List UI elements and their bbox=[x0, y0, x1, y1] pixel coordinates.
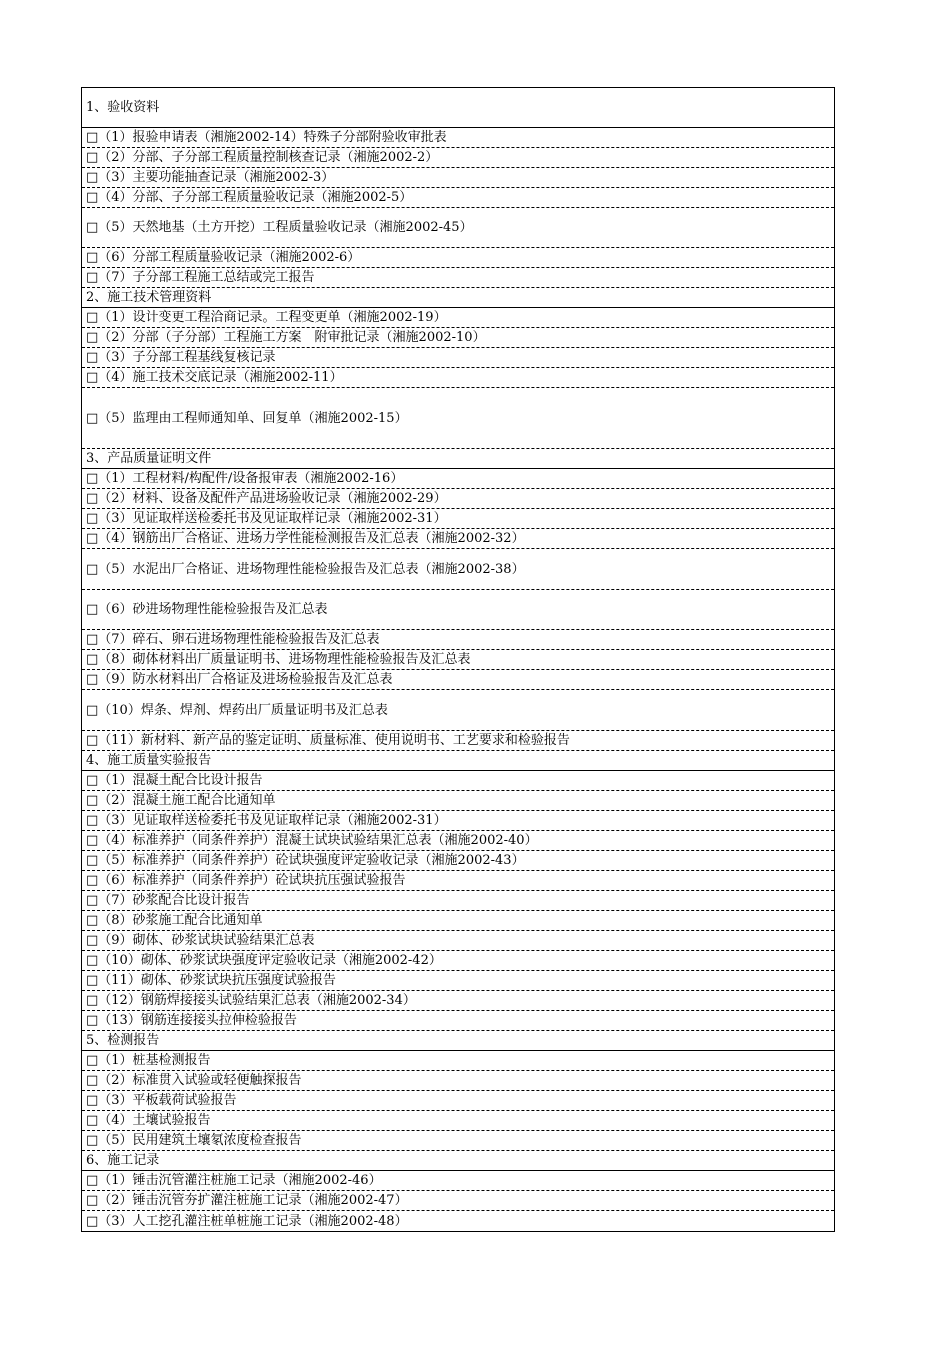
checklist-item-label: □（3）人工挖孔灌注桩单桩施工记录（湘施2002-48） bbox=[86, 1213, 408, 1229]
checklist-item[interactable] bbox=[82, 1191, 834, 1211]
checklist-item[interactable] bbox=[82, 931, 834, 951]
checklist-item[interactable] bbox=[82, 1171, 834, 1191]
checklist-item-label: □（5）民用建筑土壤氡浓度检查报告 bbox=[86, 1133, 302, 1148]
checklist-item-label: □（3）子分部工程基线复核记录 bbox=[86, 350, 276, 365]
checklist-item-label: □（6）砂进场物理性能检验报告及汇总表 bbox=[86, 602, 328, 617]
checklist-item-label: □（3）主要功能抽查记录（湘施2002-3） bbox=[86, 170, 335, 185]
checklist-item[interactable] bbox=[82, 670, 834, 690]
checklist-item[interactable] bbox=[82, 168, 834, 188]
checklist-item-label: □（9）防水材料出厂合格证及进场检验报告及汇总表 bbox=[86, 672, 393, 687]
checklist-item[interactable] bbox=[82, 208, 834, 248]
checklist-item-label: □（4）分部、子分部工程质量验收记录（湘施2002-5） bbox=[86, 190, 413, 205]
checklist-item[interactable] bbox=[82, 348, 834, 368]
checklist-item[interactable] bbox=[82, 1011, 834, 1031]
section-heading bbox=[82, 1031, 834, 1051]
checklist-item[interactable] bbox=[82, 529, 834, 549]
checklist-item[interactable] bbox=[82, 851, 834, 871]
checklist-item[interactable] bbox=[82, 268, 834, 288]
checklist-item-label: □（4）钢筋出厂合格证、进场力学性能检测报告及汇总表（湘施2002-32） bbox=[86, 531, 525, 546]
checklist-item-label: □（11）砌体、砂浆试块抗压强度试验报告 bbox=[86, 973, 336, 988]
checklist-item[interactable] bbox=[82, 469, 834, 489]
checklist-item[interactable] bbox=[82, 549, 834, 590]
checklist-item-label: □（4）施工技术交底记录（湘施2002-11） bbox=[86, 370, 343, 385]
checklist-item-label: □（11）新材料、新产品的鉴定证明、质量标准、使用说明书、工艺要求和检验报告 bbox=[86, 733, 570, 748]
checklist-item-label: □（4）标准养护（同条件养护）混凝土试块试验结果汇总表（湘施2002-40） bbox=[86, 833, 538, 848]
checklist-item-label: □（3）见证取样送检委托书及见证取样记录（湘施2002-31） bbox=[86, 511, 447, 526]
checklist-item-label: □（2）标准贯入试验或轻便触探报告 bbox=[86, 1073, 302, 1088]
checklist-item-label: □（10）砌体、砂浆试块强度评定验收记录（湘施2002-42） bbox=[86, 953, 442, 968]
section-heading-label: 1、验收资料 bbox=[86, 100, 160, 115]
section-heading-label: 3、产品质量证明文件 bbox=[86, 451, 212, 466]
checklist-item[interactable] bbox=[82, 489, 834, 509]
checklist-item[interactable] bbox=[82, 388, 834, 449]
checklist-item-label: □（3）平板载荷试验报告 bbox=[86, 1093, 237, 1108]
checklist-item-label: □（5）天然地基（土方开挖）工程质量验收记录（湘施2002-45） bbox=[86, 220, 473, 235]
checklist-item-label: □（6）分部工程质量验收记录（湘施2002-6） bbox=[86, 250, 361, 265]
checklist-table bbox=[81, 87, 835, 1232]
checklist-item-label: □（2）材料、设备及配件产品进场验收记录（湘施2002-29） bbox=[86, 491, 447, 506]
checklist-item-label: □（5）监理由工程师通知单、回复单（湘施2002-15） bbox=[86, 410, 408, 426]
checklist-item[interactable] bbox=[82, 871, 834, 891]
checklist-item[interactable] bbox=[82, 1071, 834, 1091]
checklist-item-label: □（10）焊条、焊剂、焊药出厂质量证明书及汇总表 bbox=[86, 702, 388, 718]
checklist-item-label: □（8）砂浆施工配合比通知单 bbox=[86, 913, 263, 928]
checklist-item-label: □（1）设计变更工程洽商记录。工程变更单（湘施2002-19） bbox=[86, 310, 447, 325]
checklist-item[interactable] bbox=[82, 650, 834, 670]
checklist-item[interactable] bbox=[82, 690, 834, 731]
checklist-item[interactable] bbox=[82, 951, 834, 971]
checklist-item-label: □（8）砌体材料出厂质量证明书、进场物理性能检验报告及汇总表 bbox=[86, 652, 471, 667]
checklist-item[interactable] bbox=[82, 1211, 834, 1231]
checklist-item-label: □（1）混凝土配合比设计报告 bbox=[86, 773, 263, 788]
section-heading bbox=[82, 1151, 834, 1171]
checklist-item-label: □（1）锤击沉管灌注桩施工记录（湘施2002-46） bbox=[86, 1173, 382, 1188]
checklist-item[interactable] bbox=[82, 509, 834, 529]
checklist-item[interactable] bbox=[82, 971, 834, 991]
checklist-item[interactable] bbox=[82, 1111, 834, 1131]
checklist-item-label: □（5）水泥出厂合格证、进场物理性能检验报告及汇总表（湘施2002-38） bbox=[86, 561, 525, 577]
checklist-item-label: □（13）钢筋连接接头拉伸检验报告 bbox=[86, 1013, 297, 1028]
checklist-item-label: □（1）工程材料/构配件/设备报审表（湘施2002-16） bbox=[86, 471, 404, 486]
checklist-item[interactable] bbox=[82, 791, 834, 811]
section-heading bbox=[82, 751, 834, 771]
checklist-item[interactable] bbox=[82, 630, 834, 650]
section-heading-label: 4、施工质量实验报告 bbox=[86, 753, 212, 768]
checklist-item[interactable] bbox=[82, 1091, 834, 1111]
checklist-item-label: □（1）报验申请表（湘施2002-14）特殊子分部附验收审批表 bbox=[86, 130, 447, 145]
section-heading bbox=[82, 449, 834, 469]
checklist-item[interactable] bbox=[82, 328, 834, 348]
checklist-item[interactable] bbox=[82, 771, 834, 791]
checklist-item[interactable] bbox=[82, 128, 834, 148]
checklist-item[interactable] bbox=[82, 148, 834, 168]
checklist-item-label: □（9）砌体、砂浆试块试验结果汇总表 bbox=[86, 933, 315, 948]
checklist-item[interactable] bbox=[82, 188, 834, 208]
checklist-item[interactable] bbox=[82, 590, 834, 630]
checklist-item[interactable] bbox=[82, 248, 834, 268]
checklist-item-label: □（2）分部、子分部工程质量控制核查记录（湘施2002-2） bbox=[86, 150, 439, 165]
checklist-item[interactable] bbox=[82, 991, 834, 1011]
checklist-item-label: □（12）钢筋焊接接头试验结果汇总表（湘施2002-34） bbox=[86, 993, 416, 1008]
checklist-item-label: □（2）锤击沉管夯扩灌注桩施工记录（湘施2002-47） bbox=[86, 1193, 408, 1208]
checklist-item-label: □（3）见证取样送检委托书及见证取样记录（湘施2002-31） bbox=[86, 813, 447, 828]
checklist-item[interactable] bbox=[82, 1051, 834, 1071]
checklist-item[interactable] bbox=[82, 911, 834, 931]
section-heading bbox=[82, 88, 834, 128]
checklist-item-label: □（6）标准养护（同条件养护）砼试块抗压强试验报告 bbox=[86, 873, 406, 888]
checklist-item[interactable] bbox=[82, 891, 834, 911]
checklist-item[interactable] bbox=[82, 831, 834, 851]
checklist-item-label: □（2）混凝土施工配合比通知单 bbox=[86, 793, 276, 808]
section-heading-label: 5、检测报告 bbox=[86, 1033, 160, 1048]
checklist-item-label: □（5）标准养护（同条件养护）砼试块强度评定验收记录（湘施2002-43） bbox=[86, 853, 525, 868]
checklist-item[interactable] bbox=[82, 1131, 834, 1151]
checklist-item-label: □（7）子分部工程施工总结或完工报告 bbox=[86, 270, 315, 285]
checklist-item[interactable] bbox=[82, 308, 834, 328]
checklist-item[interactable] bbox=[82, 368, 834, 388]
section-heading-label: 6、施工记录 bbox=[86, 1153, 160, 1168]
section-heading-label: 2、施工技术管理资料 bbox=[86, 290, 212, 305]
checklist-item-label: □（1）桩基检测报告 bbox=[86, 1053, 211, 1068]
section-heading bbox=[82, 288, 834, 308]
checklist-item-label: □（7）碎石、卵石进场物理性能检验报告及汇总表 bbox=[86, 632, 380, 647]
checklist-item[interactable] bbox=[82, 811, 834, 831]
checklist-item[interactable] bbox=[82, 731, 834, 751]
checklist-item-label: □（7）砂浆配合比设计报告 bbox=[86, 893, 250, 908]
checklist-item-label: □（4）土壤试验报告 bbox=[86, 1113, 211, 1128]
checklist-item-label: □（2）分部（子分部）工程施工方案 附审批记录（湘施2002-10） bbox=[86, 330, 486, 345]
